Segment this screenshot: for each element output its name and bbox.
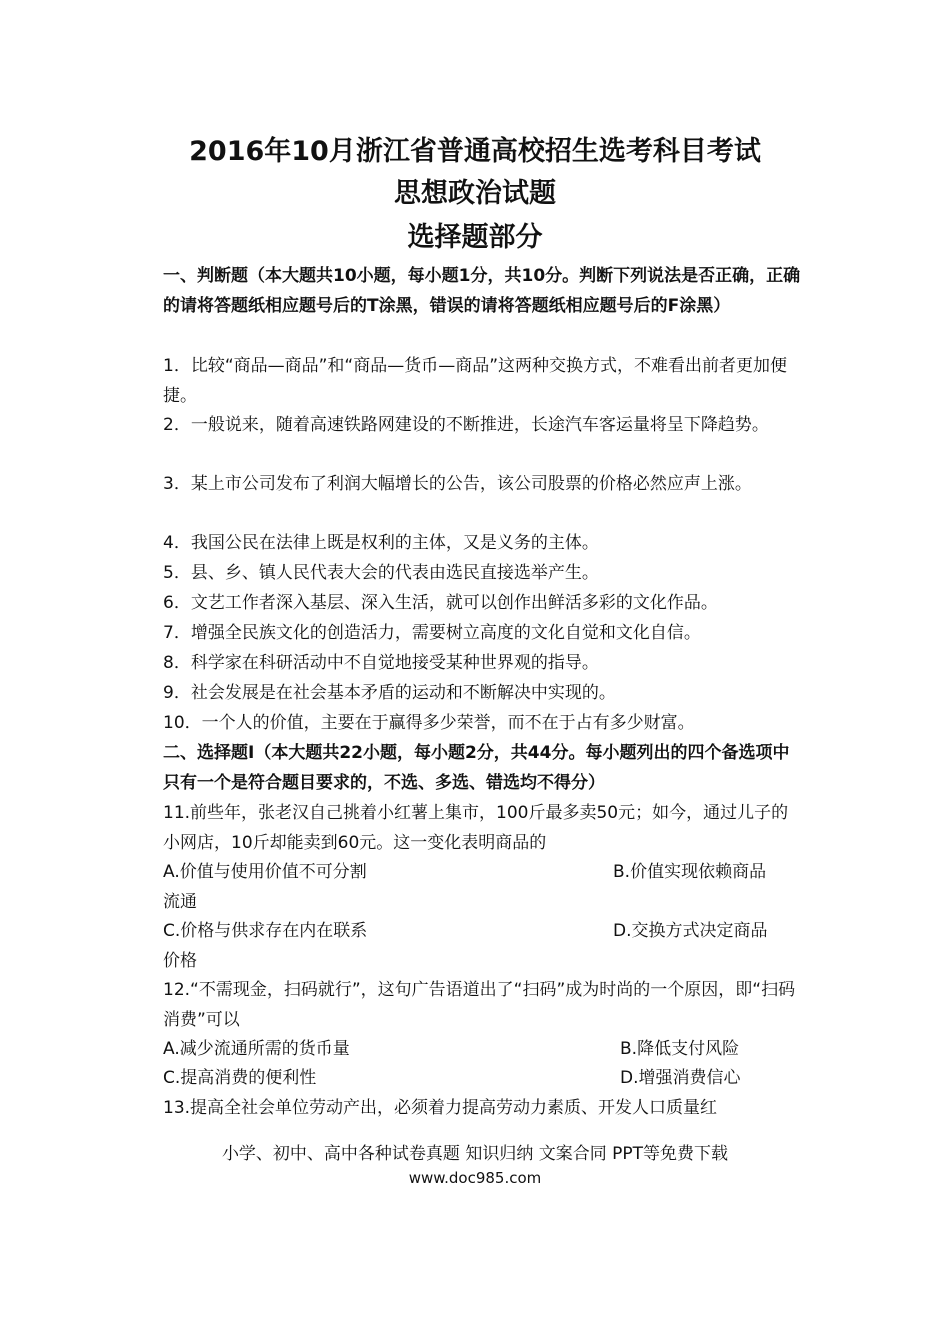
q12-option-b: B.降低支付风险 <box>620 1039 740 1059</box>
q11-option-b-wrap: 流通 <box>163 892 197 912</box>
judge-item-3: 3．某上市公司发布了利润大幅增长的公告，该公司股票的价格必然应声上涨。 <box>163 474 752 494</box>
judge-item-8: 8．科学家在科研活动中不自觉地接受某种世界观的指导。 <box>163 653 599 673</box>
question-12-stem: 12.“不需现金，扫码就行”，这句广告语道出了“扫码”成为时尚的一个原因，即“扫码消费”可以 <box>163 980 796 1030</box>
judge-item-5: 5．县、乡、镇人民代表大会的代表由选民直接选举产生。 <box>163 563 599 583</box>
section2-heading: 二、选择题I（本大题共22小题，每小题2分，共44分。每小题列出的四个备选项中只有一个是符合题目要求的，不选、多选、错选均不得分） <box>163 743 790 793</box>
q12-option-c: C.提高消费的便利性 <box>163 1068 317 1088</box>
question-13-stem: 13.提高全社会单位劳动产出，必须着力提高劳动力素质、开发人口质量红 <box>163 1098 718 1118</box>
judge-item-2: 2．一般说来，随着高速铁路网建设的不断推进，长途汽车客运量将呈下降趋势。 <box>163 415 769 435</box>
q11-option-b: B.价值实现依赖商品 <box>613 862 767 882</box>
section1-heading: 一、判断题（本大题共10小题，每小题1分，共10分。判断下列说法是否正确，正确的请将答题纸相应题号后的T涂黑，错误的请将答题纸相应题号后的F涂黑） <box>163 266 801 316</box>
q11-option-c: C.价格与供求存在内在联系 <box>163 921 368 941</box>
footer-website-link[interactable]: www.doc985.com <box>408 1169 542 1187</box>
judge-item-4: 4．我国公民在法律上既是权利的主体，又是义务的主体。 <box>163 533 599 553</box>
footer-promo-text: 小学、初中、高中各种试卷真题 知识归纳 文案合同 PPT等免费下载 <box>221 1144 729 1164</box>
subject-title: 思想政治试题 <box>394 178 556 209</box>
q11-option-a: A.价值与使用价值不可分割 <box>163 862 367 882</box>
q11-option-d: D.交换方式决定商品 <box>613 921 768 941</box>
judge-item-10: 10．一个人的价值，主要在于赢得多少荣誉，而不在于占有多少财富。 <box>163 713 695 733</box>
q11-option-d-wrap: 价格 <box>163 951 197 971</box>
judge-item-1: 1．比较“商品—商品”和“商品—货币—商品”这两种交换方式，不难看出前者更加便捷。 <box>163 356 788 406</box>
judge-item-9: 9．社会发展是在社会基本矛盾的运动和不断解决中实现的。 <box>163 683 616 703</box>
judge-item-7: 7．增强全民族文化的创造活力，需要树立高度的文化自觉和文化自信。 <box>163 623 701 643</box>
q12-option-a: A.减少流通所需的货币量 <box>163 1039 350 1059</box>
exam-title: 2016年10月浙江省普通高校招生选考科目考试 <box>189 136 761 167</box>
part-title: 选择题部分 <box>407 222 543 253</box>
q12-option-d: D.增强消费信心 <box>620 1068 741 1088</box>
question-11-stem: 11.前些年，张老汉自己挑着小红薯上集市，100斤最多卖50元；如今，通过儿子的小网店，10斤却能卖到60元。这一变化表明商品的 <box>163 803 789 853</box>
judge-item-6: 6．文艺工作者深入基层、深入生活，就可以创作出鲜活多彩的文化作品。 <box>163 593 718 613</box>
